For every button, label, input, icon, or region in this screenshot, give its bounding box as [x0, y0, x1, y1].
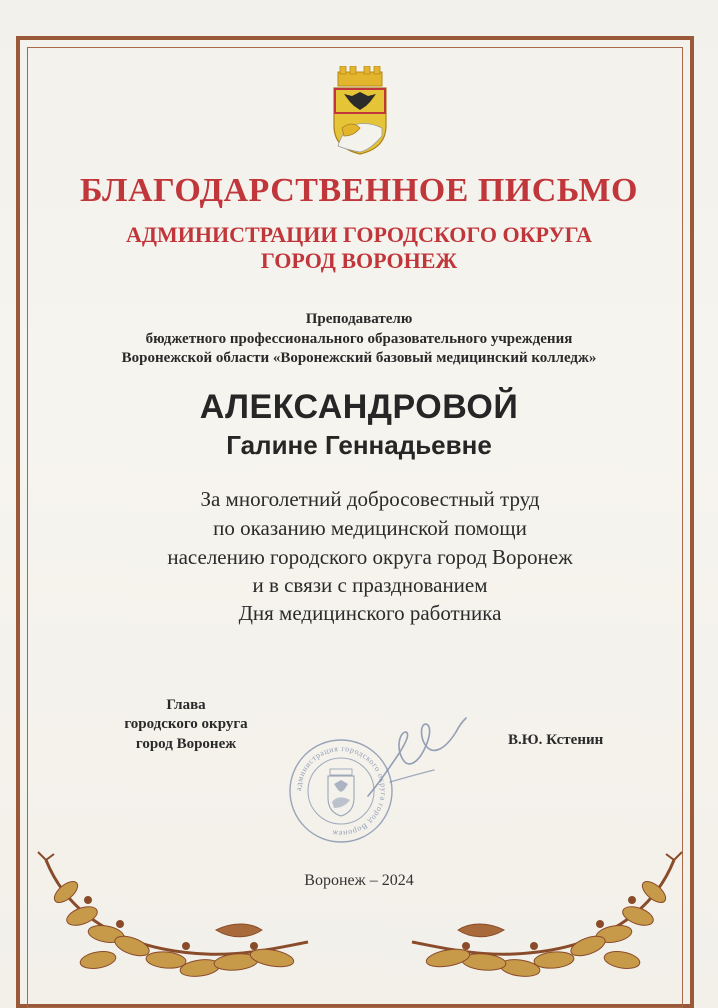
recipient-org-line-1: бюджетного профессионального образовательного учреждения: [145, 331, 573, 347]
signatory-position-line: городского округа: [124, 716, 248, 732]
recipient-given-names: Галине Геннадьевне: [226, 430, 492, 460]
oak-branch-ornament-left: [36, 850, 316, 980]
coat-of-arms-icon: [330, 66, 390, 156]
body-line: За многолетний добросовестный труд: [200, 487, 540, 511]
body-line: населению городского округа город Воронеж: [167, 545, 573, 569]
letter-title: БЛАГОДАРСТВЕННОЕ ПИСЬМО: [80, 172, 638, 209]
recipient-role: Преподавателю: [305, 311, 413, 327]
issuer-line-1: АДМИНИСТРАЦИИ ГОРОДСКОГО ОКРУГА: [125, 222, 593, 247]
recipient-surname: АЛЕКСАНДРОВОЙ: [199, 388, 519, 426]
body-line: и в связи с празднованием: [252, 573, 488, 597]
signatory-position-line: город Воронеж: [135, 736, 237, 752]
recipient-org-line-2: Воронежской области «Воронежский базовый медицинский колледж»: [121, 350, 597, 366]
body-line: по оказанию медицинской помощи: [213, 516, 527, 540]
body-line: Дня медицинского работника: [238, 601, 502, 625]
handwritten-signature: [360, 712, 470, 812]
city-and-year: Воронеж – 2024: [304, 872, 414, 889]
oak-branch-ornament-right: [404, 850, 684, 980]
issuer-line-2: ГОРОД ВОРОНЕЖ: [260, 248, 458, 273]
signatory-name: В.Ю. Кстенин: [508, 732, 604, 748]
seal-ring-text: администрация городского округа город Воронеж: [293, 743, 389, 839]
signatory-position-line: Глава: [166, 697, 206, 713]
